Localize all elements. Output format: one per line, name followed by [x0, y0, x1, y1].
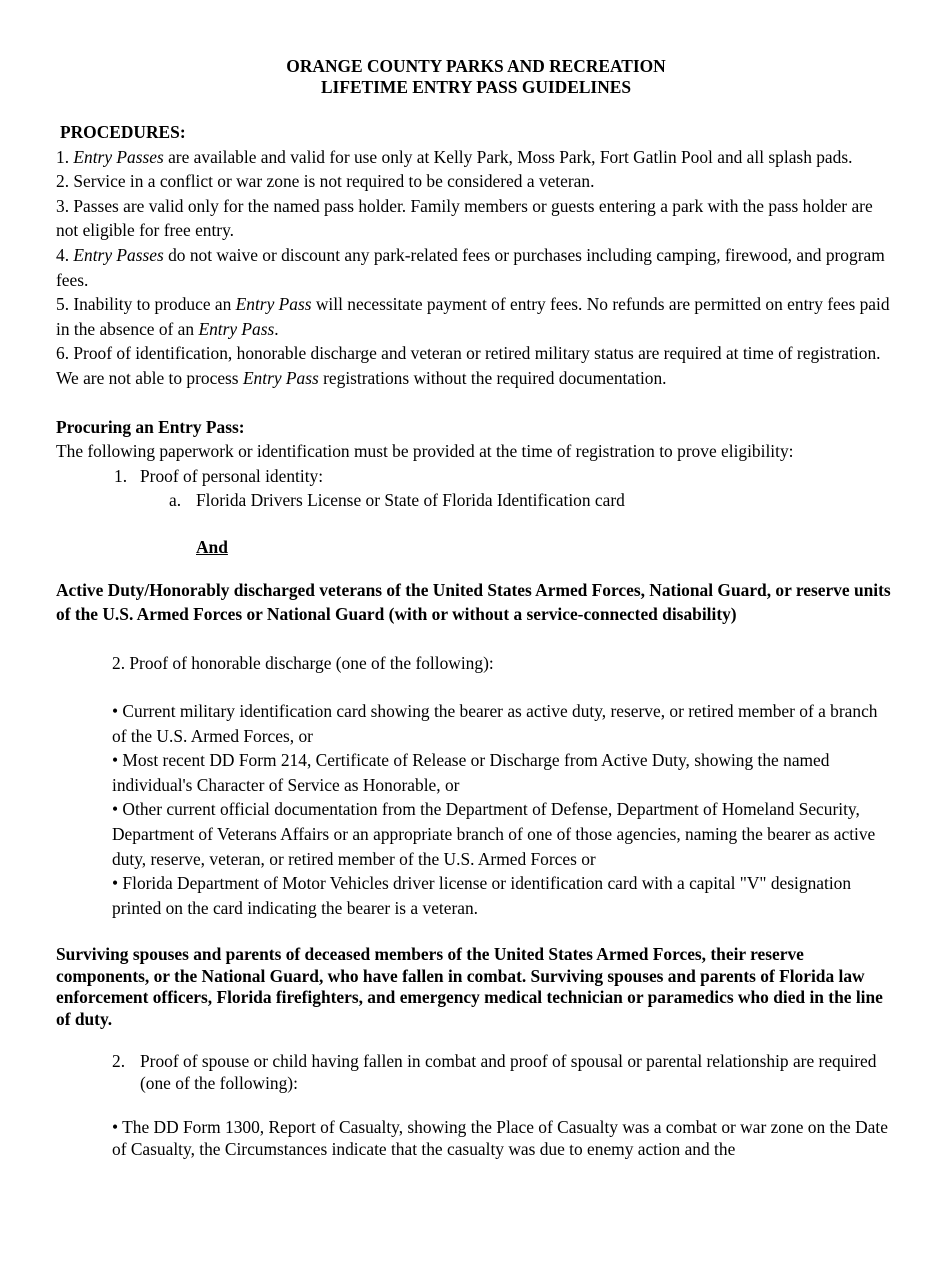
- procedure-item-4: [56, 243, 896, 292]
- veterans-item-2: 2. Proof of honorable discharge (one of the following):: [112, 652, 494, 673]
- procuring-intro: The following paperwork or identification must be provided at the time of registration to prove eligibility:: [56, 441, 794, 462]
- spacer: [56, 920, 896, 944]
- veterans-bullet-4: • Florida Department of Motor Vehicles driver license or identification card with a capital "V" designation printed on the card indicating the bearer is a veteran.: [112, 873, 852, 918]
- survivors-item-2-text: Proof of spouse or child having fallen in combat and proof of spousal or parental relationship are required (one of the following):: [140, 1051, 877, 1094]
- veterans-bullet-2: • Most recent DD Form 214, Certificate of Release or Discharge from Active Duty, showing the named individual's Character of Service as Honorable, or: [112, 750, 830, 795]
- procedure-item-5: [56, 292, 896, 341]
- procuring-item-1-num: 1.: [114, 465, 128, 486]
- veterans-bullet-1: • Current military identification card showing the bearer as active duty, reserve, or retired member of a branch of the U.S. Armed Forces, or: [112, 701, 878, 746]
- procedures-heading: PROCEDURES:: [60, 122, 186, 142]
- procuring-item-1-text: Proof of personal identity:: [140, 465, 324, 486]
- spacer: [56, 627, 896, 651]
- doc-title-line2: LIFETIME ENTRY PASS GUIDELINES: [320, 77, 632, 97]
- procedure-item-4-num: 4.: [56, 244, 70, 265]
- and-label: And: [196, 536, 228, 557]
- procedure-item-1-num: 1.: [56, 146, 70, 167]
- procedure-item-6: [56, 341, 896, 390]
- procedure-item-1: [56, 145, 896, 170]
- procedure-item-6-b: registrations without the required documentation.: [318, 367, 667, 388]
- procedure-item-6-a: 6. Proof of identification, honorable discharge and veteran or retired military status are required at time of registration. We are not able to process: [56, 343, 881, 388]
- survivors-item-2-num: 2.: [112, 1051, 126, 1072]
- procedure-item-4-em: Entry Passes: [73, 244, 164, 265]
- procedure-item-5-c: .: [274, 318, 279, 339]
- procedure-item-5-b: will necessitate payment of entry fees. No refunds are permitted on entry fees paid in the absence of an: [56, 294, 890, 339]
- spacer: [56, 675, 896, 699]
- procedure-item-1-text: are available and valid for use only at Kelly Park, Moss Park, Fort Gatlin Pool and all splash pads.: [163, 146, 853, 167]
- veterans-bullet-3: • Other current official documentation from the Department of Defense, Department of Homeland Security, Department of Veterans Affairs or an appropriate branch of one of those agencies, naming the bearer as active duty, reserve, veteran, or retired member of the U.S. Armed Forces or: [112, 799, 876, 869]
- procuring-item-1: [56, 464, 896, 489]
- veterans-heading: Active Duty/Honorably discharged veterans of the United States Armed Forces, National Guard, or reserve units of the U.S. Armed Forces or National Guard (with or without a service-connected disability): [56, 579, 891, 624]
- spacer: [56, 391, 896, 415]
- procuring-heading: Procuring an Entry Pass:: [56, 416, 245, 437]
- procedure-item-5-a: 5. Inability to produce an: [56, 294, 236, 315]
- procuring-item-1a: [56, 488, 896, 513]
- doc-title-line1: ORANGE COUNTY PARKS AND RECREATION: [286, 56, 666, 76]
- document-page: [56, 56, 896, 1160]
- procedure-item-2: 2. Service in a conflict or war zone is not required to be considered a veteran.: [56, 171, 595, 192]
- spacer: [56, 1094, 896, 1116]
- procedure-item-6-em: Entry Pass: [242, 367, 319, 388]
- survivors-item-2: [56, 1050, 896, 1094]
- survivors-bullet-1: • The DD Form 1300, Report of Casualty, showing the Place of Casualty was a combat or war zone on the Date of Casualty, the Circumstances indicate that the casualty was due to enemy action and the: [112, 1117, 888, 1160]
- procedure-item-3: 3. Passes are valid only for the named pass holder. Family members or guests entering a park with the pass holder are not eligible for free entry.: [56, 195, 873, 241]
- procedure-item-5-em2: Entry Pass: [198, 318, 275, 339]
- procuring-item-1a-text: Florida Drivers License or State of Florida Identification card: [196, 490, 625, 511]
- procedure-item-4-text: do not waive or discount any park-related fees or purchases including camping, firewood, and program fees.: [56, 244, 885, 290]
- spacer: [56, 1030, 896, 1050]
- survivors-heading: Surviving spouses and parents of deceased members of the United States Armed Forces, their reserve components, or the National Guard, who have fallen in combat. Surviving spouses and parents of Florida law enforcement officers, Florida firefighters, and emergency medical technician or paramedics who died in the line of duty.: [56, 944, 883, 1029]
- procedure-item-1-em: Entry Passes: [73, 146, 164, 167]
- procuring-item-1a-num: a.: [169, 490, 182, 511]
- procedure-item-5-em1: Entry Pass: [235, 294, 312, 315]
